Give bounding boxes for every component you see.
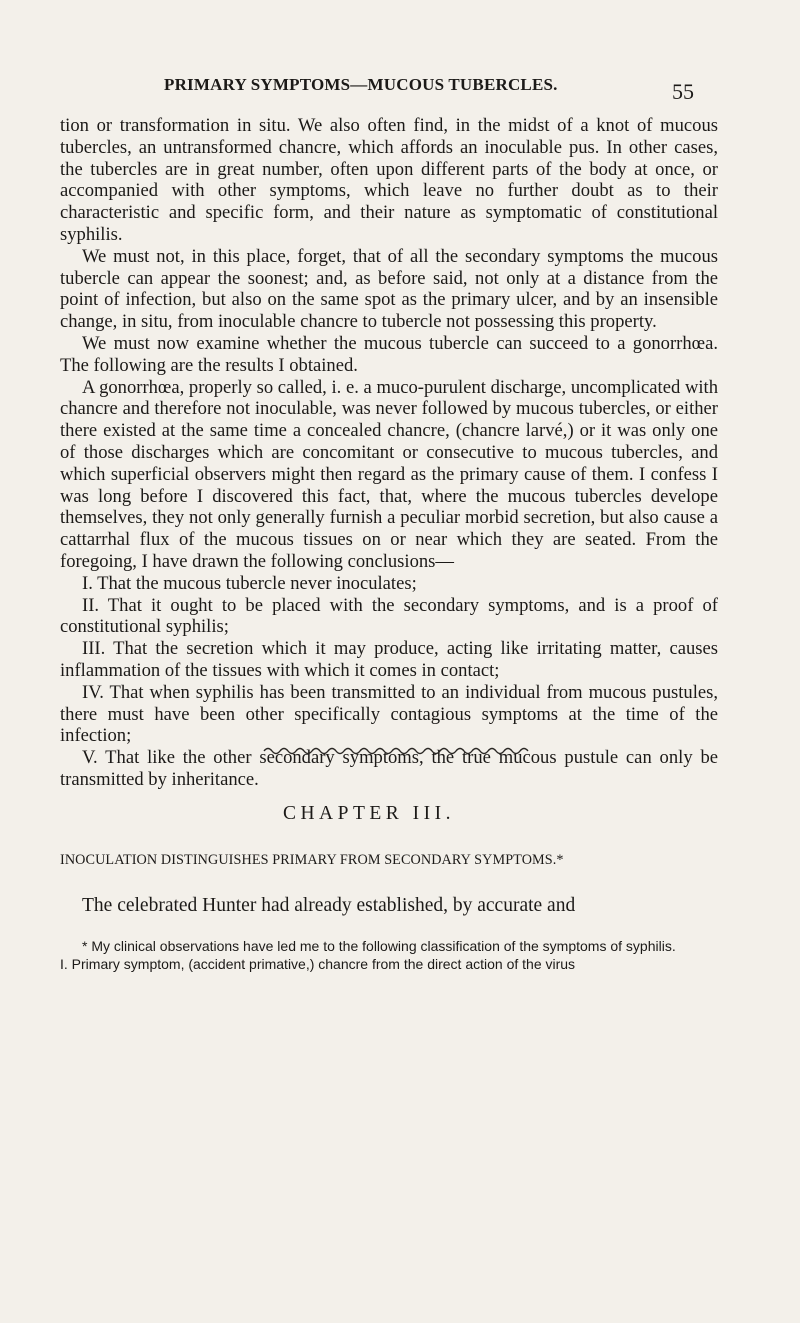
- footnote-line: I. Primary symptom, (accident primative,) chancre from the direct action of the virus: [60, 955, 576, 972]
- paragraph: We must not, in this place, forget, that of all the secondary symptoms the mucous tubercle can appear the soonest; and, as before said, not only at a distance from the point of infection, but also on the same spot as the primary ulcer, and by an insensible change, in situ, from inoculable chancre to tubercle not possessing this property.: [60, 245, 718, 333]
- conclusion-item: I. That the mucous tubercle never inoculates;: [82, 572, 417, 594]
- chapter-heading: [0, 803, 800, 825]
- paragraph: tion or transformation in situ. We also often find, in the midst of a knot of mucous tubercles, an untransformed chancre, which affords an inoculable pus. In other cases, the tubercles are in great number, often upon different parts of the body at once, or accompanied with other symptoms, which leave no further doubt as to their characteristic and specific form, and their nature as symptomatic of constitutional syphilis.: [60, 115, 718, 245]
- conclusion-item: III. That the secretion which it may produce, acting like irritating matter, causes inflammation of the tissues with which it comes in contact;: [60, 638, 718, 681]
- body-text: [60, 115, 718, 791]
- running-head: [0, 75, 800, 105]
- running-title: PRIMARY SYMPTOMS—MUCOUS TUBERCLES.: [164, 75, 558, 94]
- chapter-heading-text: CHAPTER III.: [282, 803, 456, 824]
- footnote-line: * My clinical observations have led me to the following classification of the symptoms of syphilis.: [82, 938, 676, 954]
- section-title: INOCULATION DISTINGUISHES PRIMARY FROM SECONDARY SYMPTOMS.*: [60, 852, 564, 868]
- ornamental-rule: [262, 744, 532, 756]
- conclusion-item: IV. That when syphilis has been transmitted to an individual from mucous pustules, there must have been other specifically contagious symptoms at the time of the infection;: [60, 681, 718, 747]
- paragraph: We must now examine whether the mucous tubercle can succeed to a gonorrhœa. The following are the results I obtained.: [60, 332, 718, 376]
- opening-paragraph: The celebrated Hunter had already established, by accurate and: [82, 895, 576, 916]
- conclusion-item: V. That like the other secondary symptoms, the true mucous pustule can only be transmitted by inheritance.: [60, 747, 718, 790]
- paragraph: A gonorrhœa, properly so called, i. e. a muco-purulent discharge, uncomplicated with chancre and therefore not inoculable, was never followed by mucous tubercles, or either there existed at the same time a concealed chancre, (chancre larvé,) or it was only one of those discharges which are concomitant or consecutive to mucous tubercles, and which superficial observers might then regard as the primary cause of them. I confess I was long before I discovered this fact, that, where the mucous tubercles develope themselves, they not only generally furnish a peculiar morbid secretion, but also cause a cattarrhal flux of the mucous tissues on or near which they are seated. From the foregoing, I have drawn the following conclusions—: [60, 376, 718, 572]
- page-number: 55: [672, 79, 694, 104]
- conclusion-item: II. That it ought to be placed with the secondary symptoms, and is a proof of constitutional syphilis;: [60, 594, 718, 638]
- footnote: [60, 938, 718, 973]
